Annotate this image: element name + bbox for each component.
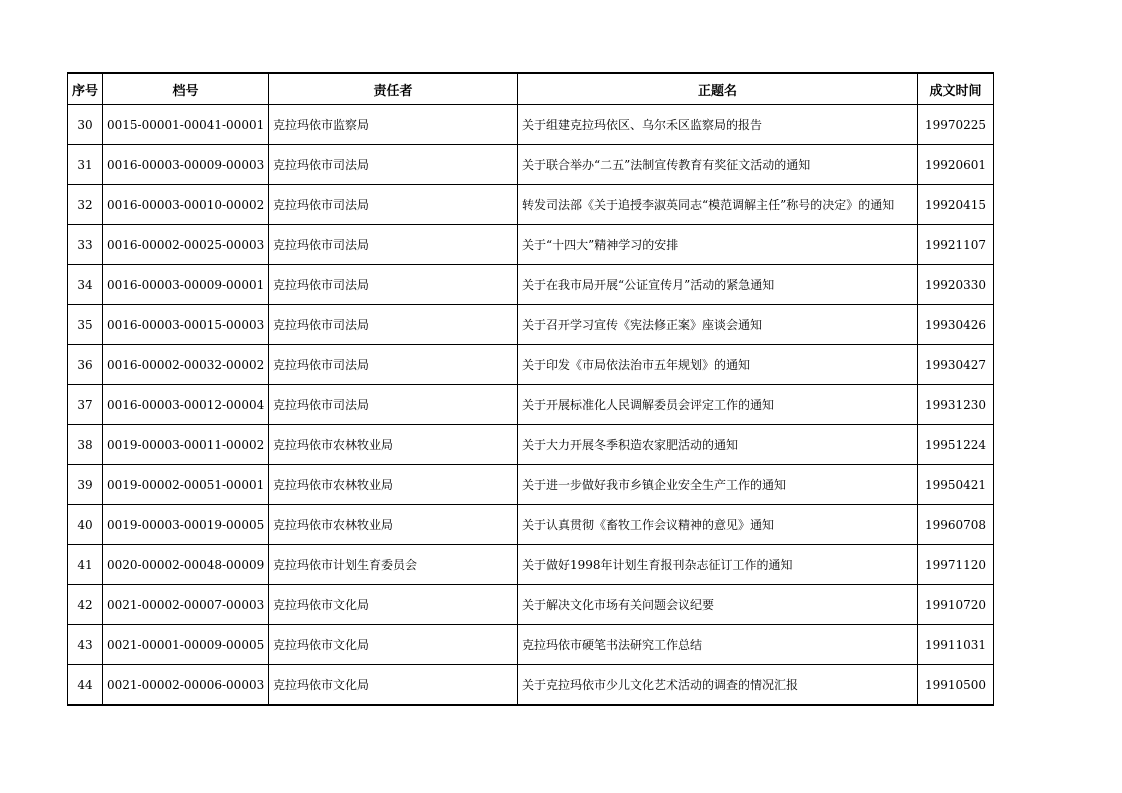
cell-title: 关于认真贯彻《畜牧工作会议精神的意见》通知 <box>518 505 918 545</box>
table-row <box>68 305 994 345</box>
cell-code: 0016-00002-00025-00003 <box>103 225 269 265</box>
cell-code: 0021-00002-00006-00003 <box>103 665 269 706</box>
cell-title: 关于“十四大”精神学习的安排 <box>518 225 918 265</box>
header-responsible: 责任者 <box>269 73 518 105</box>
cell-code: 0021-00002-00007-00003 <box>103 585 269 625</box>
cell-code: 0020-00002-00048-00009 <box>103 545 269 585</box>
cell-title: 关于联合举办“二五”法制宣传教育有奖征文活动的通知 <box>518 145 918 185</box>
table-row <box>68 145 994 185</box>
cell-date: 19910720 <box>918 585 994 625</box>
cell-title: 关于开展标准化人民调解委员会评定工作的通知 <box>518 385 918 425</box>
cell-seq: 44 <box>68 665 103 706</box>
table-row <box>68 625 994 665</box>
header-seq: 序号 <box>68 73 103 105</box>
cell-title: 关于大力开展冬季积造农家肥活动的通知 <box>518 425 918 465</box>
cell-responsible: 克拉玛依市文化局 <box>269 665 518 706</box>
table-row <box>68 265 994 305</box>
table-body <box>68 105 994 706</box>
cell-seq: 42 <box>68 585 103 625</box>
cell-date: 19910500 <box>918 665 994 706</box>
cell-code: 0015-00001-00041-00001 <box>103 105 269 145</box>
cell-seq: 31 <box>68 145 103 185</box>
cell-title: 关于组建克拉玛依区、乌尔禾区监察局的报告 <box>518 105 918 145</box>
cell-responsible: 克拉玛依市司法局 <box>269 225 518 265</box>
cell-seq: 37 <box>68 385 103 425</box>
cell-date: 19930426 <box>918 305 994 345</box>
cell-responsible: 克拉玛依市监察局 <box>269 105 518 145</box>
cell-responsible: 克拉玛依市司法局 <box>269 265 518 305</box>
cell-date: 19970225 <box>918 105 994 145</box>
cell-title: 关于做好1998年计划生育报刊杂志征订工作的通知 <box>518 545 918 585</box>
cell-code: 0019-00003-00019-00005 <box>103 505 269 545</box>
cell-responsible: 克拉玛依市文化局 <box>269 585 518 625</box>
cell-title: 关于进一步做好我市乡镇企业安全生产工作的通知 <box>518 465 918 505</box>
cell-responsible: 克拉玛依市农林牧业局 <box>269 425 518 465</box>
cell-code: 0016-00003-00010-00002 <box>103 185 269 225</box>
cell-date: 19931230 <box>918 385 994 425</box>
cell-date: 19971120 <box>918 545 994 585</box>
cell-responsible: 克拉玛依市文化局 <box>269 625 518 665</box>
cell-responsible: 克拉玛依市计划生育委员会 <box>269 545 518 585</box>
table-row <box>68 545 994 585</box>
cell-seq: 41 <box>68 545 103 585</box>
cell-responsible: 克拉玛依市司法局 <box>269 185 518 225</box>
table-row <box>68 585 994 625</box>
cell-title: 关于克拉玛依市少儿文化艺术活动的调查的情况汇报 <box>518 665 918 706</box>
archive-catalog-table <box>67 72 994 706</box>
cell-date: 19930427 <box>918 345 994 385</box>
cell-seq: 39 <box>68 465 103 505</box>
cell-date: 19950421 <box>918 465 994 505</box>
table-row <box>68 505 994 545</box>
cell-date: 19920330 <box>918 265 994 305</box>
cell-seq: 40 <box>68 505 103 545</box>
cell-date: 19911031 <box>918 625 994 665</box>
table-row <box>68 665 994 706</box>
cell-responsible: 克拉玛依市农林牧业局 <box>269 505 518 545</box>
cell-date: 19951224 <box>918 425 994 465</box>
cell-seq: 33 <box>68 225 103 265</box>
cell-responsible: 克拉玛依市农林牧业局 <box>269 465 518 505</box>
cell-code: 0019-00002-00051-00001 <box>103 465 269 505</box>
cell-responsible: 克拉玛依市司法局 <box>269 145 518 185</box>
cell-seq: 30 <box>68 105 103 145</box>
cell-code: 0016-00003-00012-00004 <box>103 385 269 425</box>
cell-date: 19960708 <box>918 505 994 545</box>
cell-code: 0021-00001-00009-00005 <box>103 625 269 665</box>
table-row <box>68 345 994 385</box>
cell-title: 关于在我市局开展“公证宣传月”活动的紧急通知 <box>518 265 918 305</box>
cell-title: 转发司法部《关于追授李淑英同志“模范调解主任”称号的决定》的通知 <box>518 185 918 225</box>
cell-date: 19920415 <box>918 185 994 225</box>
cell-title: 关于召开学习宣传《宪法修正案》座谈会通知 <box>518 305 918 345</box>
cell-responsible: 克拉玛依市司法局 <box>269 345 518 385</box>
cell-code: 0016-00003-00009-00001 <box>103 265 269 305</box>
cell-responsible: 克拉玛依市司法局 <box>269 305 518 345</box>
cell-seq: 38 <box>68 425 103 465</box>
header-title: 正题名 <box>518 73 918 105</box>
cell-date: 19920601 <box>918 145 994 185</box>
table-row <box>68 185 994 225</box>
table-row <box>68 105 994 145</box>
header-code: 档号 <box>103 73 269 105</box>
cell-code: 0016-00003-00009-00003 <box>103 145 269 185</box>
cell-date: 19921107 <box>918 225 994 265</box>
cell-title: 关于解决文化市场有关问题会议纪要 <box>518 585 918 625</box>
header-date: 成文时间 <box>918 73 994 105</box>
table-row <box>68 465 994 505</box>
table-row <box>68 225 994 265</box>
cell-seq: 36 <box>68 345 103 385</box>
cell-code: 0016-00002-00032-00002 <box>103 345 269 385</box>
cell-seq: 34 <box>68 265 103 305</box>
cell-responsible: 克拉玛依市司法局 <box>269 385 518 425</box>
table-row <box>68 425 994 465</box>
cell-code: 0016-00003-00015-00003 <box>103 305 269 345</box>
cell-seq: 32 <box>68 185 103 225</box>
table-row <box>68 385 994 425</box>
cell-seq: 43 <box>68 625 103 665</box>
cell-code: 0019-00003-00011-00002 <box>103 425 269 465</box>
table-header-row <box>68 73 994 105</box>
cell-title: 关于印发《市局依法治市五年规划》的通知 <box>518 345 918 385</box>
cell-title: 克拉玛依市硬笔书法研究工作总结 <box>518 625 918 665</box>
cell-seq: 35 <box>68 305 103 345</box>
